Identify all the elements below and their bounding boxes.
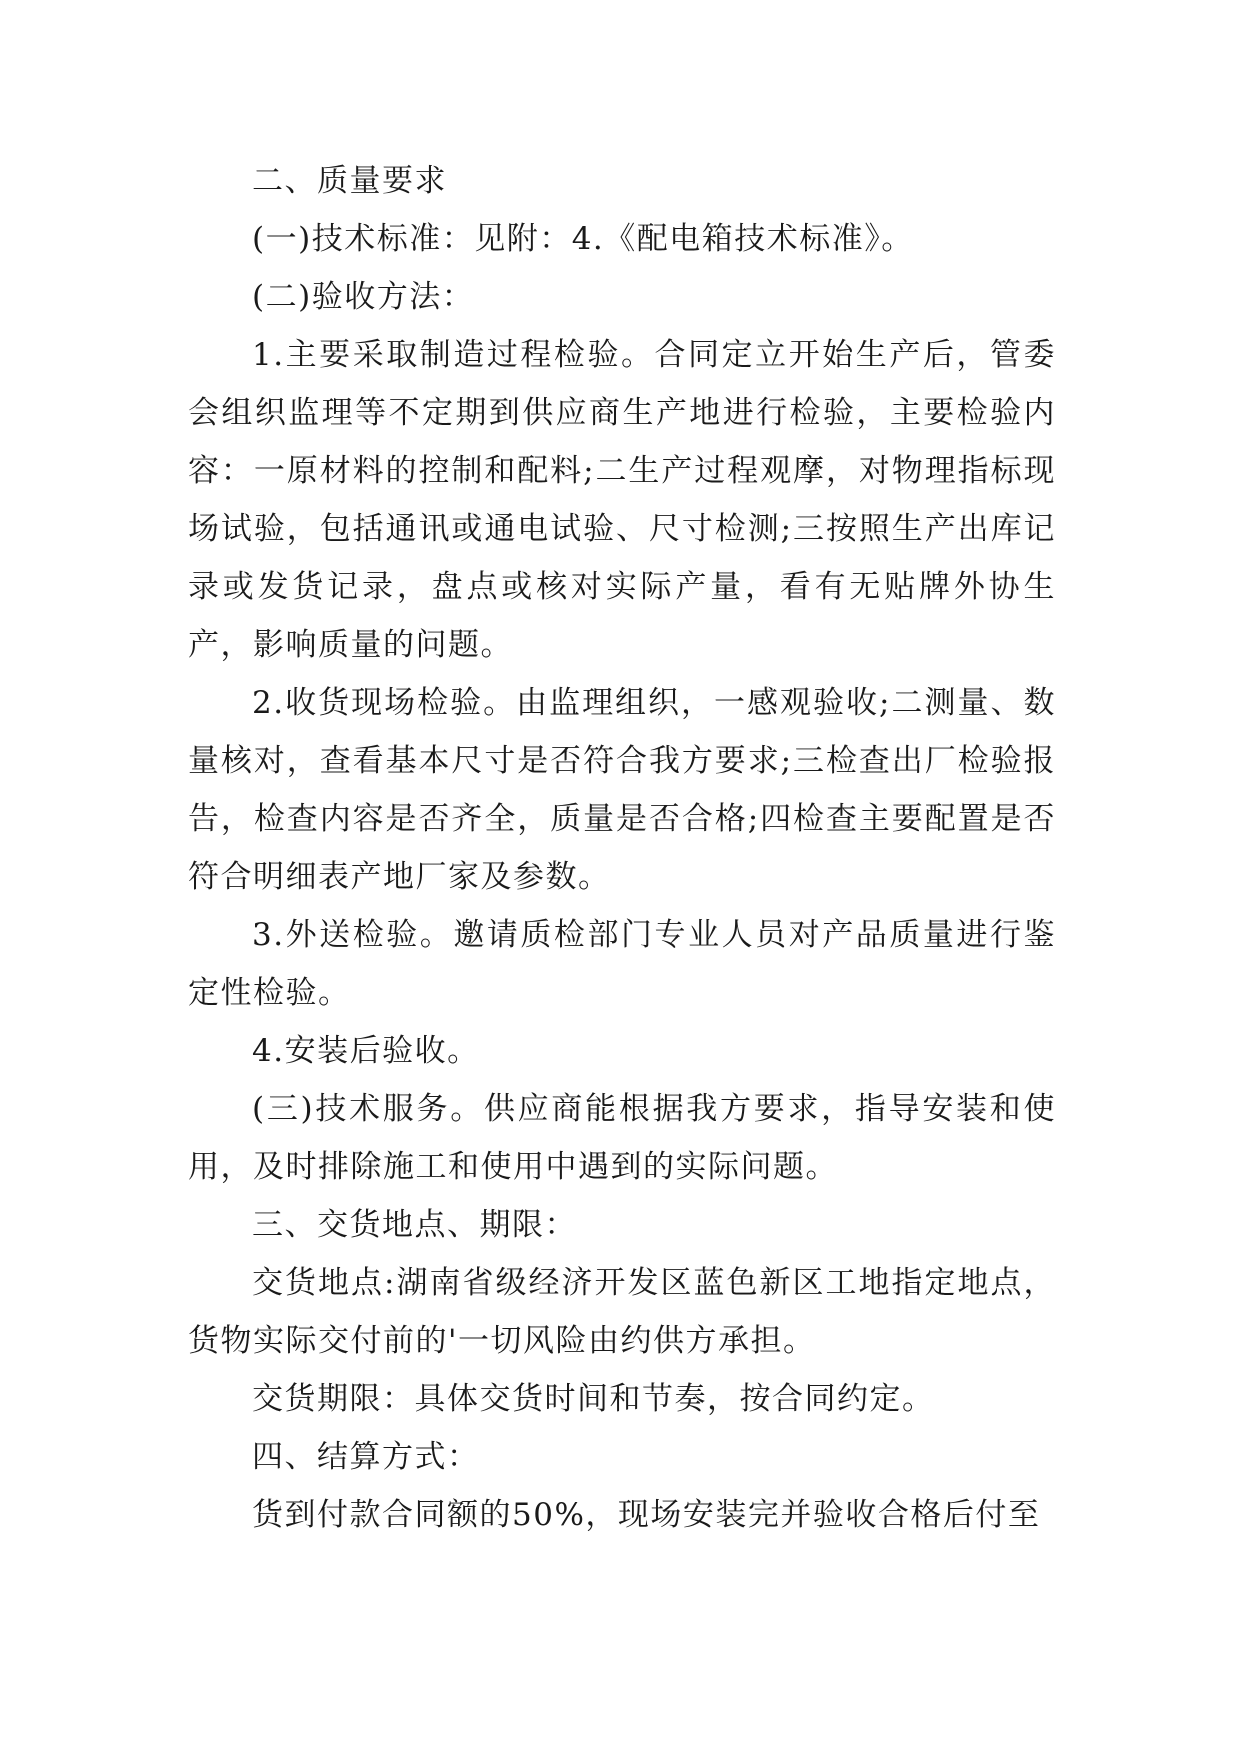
paragraph-external-inspection: 3.外送检验。邀请质检部门专业人员对产品质量进行鉴定性检验。 bbox=[188, 917, 1056, 1011]
paragraph-onsite-inspection: 2.收货现场检验。由监理组织，一感观验收;二测量、数量核对，查看基本尺寸是否符合我方要求;三检查出厂检验报告，检查内容是否齐全，质量是否合格;四检查主要配置是否符合明细表产地厂家及参数。 bbox=[188, 685, 1056, 895]
section-heading-quality: 二、质量要求 bbox=[252, 163, 447, 199]
paragraph-technical-standard: (一)技术标准：见附：4.《配电箱技术标准》。 bbox=[252, 221, 914, 257]
paragraph-technical-service: (三)技术服务。供应商能根据我方要求，指导安装和使用，及时排除施工和使用中遇到的实际问题。 bbox=[188, 1091, 1056, 1185]
section-heading-settlement: 四、结算方式： bbox=[252, 1439, 480, 1475]
section-heading-delivery: 三、交货地点、期限： bbox=[252, 1207, 577, 1243]
paragraph-process-inspection: 1.主要采取制造过程检验。合同定立开始生产后，管委会组织监理等不定期到供应商生产地进行检验，主要检验内容：一原材料的控制和配料;二生产过程观摩，对物理指标现场试验，包括通讯或通电试验、尺寸检测;三按照生产出库记录或发货记录，盘点或核对实际产量，看有无贴牌外协生产，影响质量的问题。 bbox=[188, 337, 1056, 663]
paragraph-delivery-period: 交货期限：具体交货时间和节奏，按合同约定。 bbox=[252, 1381, 935, 1417]
paragraph-delivery-location: 交货地点:湖南省级经济开发区蓝色新区工地指定地点，货物实际交付前的'一切风险由约供方承担。 bbox=[188, 1265, 1056, 1359]
paragraph-acceptance-method: (二)验收方法： bbox=[252, 279, 475, 315]
document-body bbox=[188, 152, 1056, 1544]
paragraph-payment-terms: 货到付款合同额的50%，现场安装完并验收合格后付至 bbox=[252, 1497, 1041, 1533]
paragraph-post-install-acceptance: 4.安装后验收。 bbox=[252, 1033, 480, 1069]
